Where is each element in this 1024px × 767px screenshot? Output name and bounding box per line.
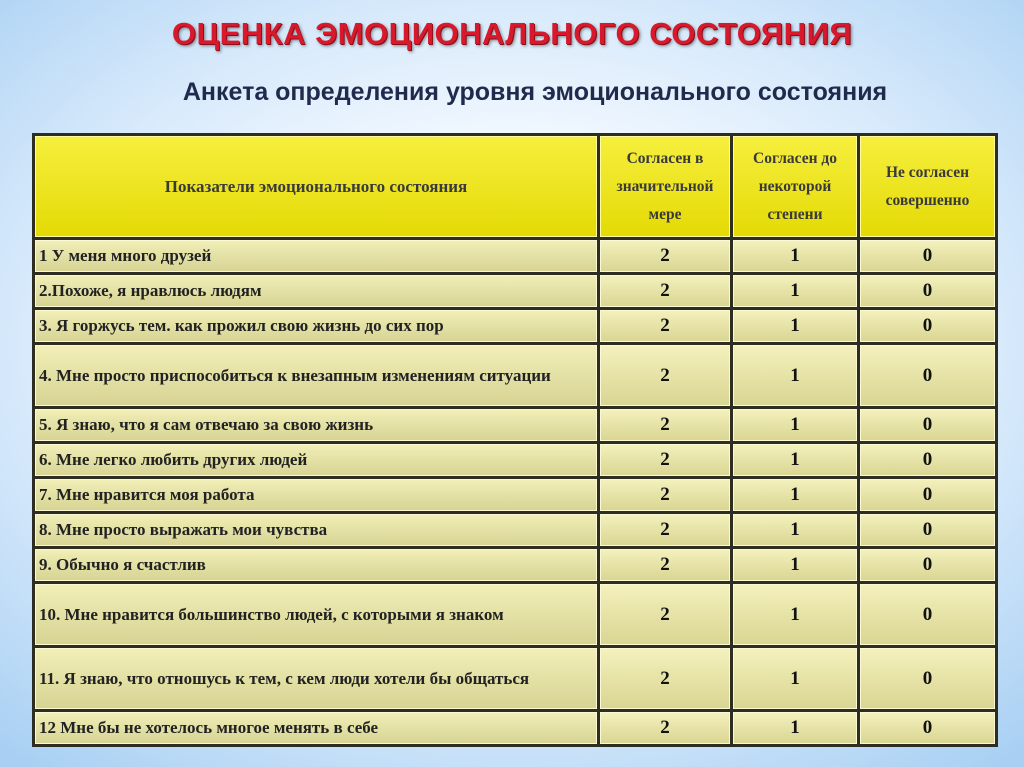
score-disagree: 0: [860, 240, 995, 272]
score-agree-much: 2: [600, 479, 730, 511]
score-agree-some: 1: [733, 648, 857, 709]
question-text: 6. Мне легко любить других людей: [35, 444, 597, 476]
table-row: [35, 240, 995, 272]
score-agree-some: 1: [733, 549, 857, 581]
question-text: 1 У меня много друзей: [35, 240, 597, 272]
score-agree-some: 1: [733, 514, 857, 546]
score-agree-some: 1: [733, 240, 857, 272]
table-row: [35, 712, 995, 744]
table-row: [35, 275, 995, 307]
score-agree-some: 1: [733, 310, 857, 342]
score-disagree: 0: [860, 514, 995, 546]
score-agree-much: 2: [600, 240, 730, 272]
survey-table: [32, 133, 998, 747]
header-agree-some: Согласен до некоторой степени: [733, 136, 857, 237]
score-agree-much: 2: [600, 345, 730, 406]
page-subtitle: Анкета определения уровня эмоционального состояния: [182, 78, 888, 106]
question-text: 2.Похоже, я нравлюсь людям: [35, 275, 597, 307]
question-text: 3. Я горжусь тем. как прожил свою жизнь до сих пор: [35, 310, 597, 342]
question-text: 7. Мне нравится моя работа: [35, 479, 597, 511]
table-row: [35, 584, 995, 645]
score-disagree: 0: [860, 345, 995, 406]
table-row: [35, 310, 995, 342]
table-row: [35, 549, 995, 581]
score-disagree: 0: [860, 444, 995, 476]
score-disagree: 0: [860, 275, 995, 307]
table-row: [35, 514, 995, 546]
score-disagree: 0: [860, 584, 995, 645]
score-disagree: 0: [860, 310, 995, 342]
table-row: [35, 409, 995, 441]
header-indicators: Показатели эмоционального состояния: [35, 136, 597, 237]
table-row: [35, 479, 995, 511]
table-row: [35, 444, 995, 476]
score-disagree: 0: [860, 549, 995, 581]
score-agree-much: 2: [600, 549, 730, 581]
question-text: 4. Мне просто приспособиться к внезапным изменениям ситуации: [35, 345, 597, 406]
score-agree-some: 1: [733, 479, 857, 511]
score-agree-much: 2: [600, 275, 730, 307]
header-agree-much: Согласен в значительной мере: [600, 136, 730, 237]
score-agree-much: 2: [600, 444, 730, 476]
score-agree-much: 2: [600, 409, 730, 441]
question-text: 5. Я знаю, что я сам отвечаю за свою жизнь: [35, 409, 597, 441]
score-agree-some: 1: [733, 409, 857, 441]
question-text: 10. Мне нравится большинство людей, с которыми я знаком: [35, 584, 597, 645]
score-agree-some: 1: [733, 584, 857, 645]
page-title: ОЦЕНКА ЭМОЦИОНАЛЬНОГО СОСТОЯНИЯ: [171, 16, 853, 51]
score-agree-some: 1: [733, 444, 857, 476]
score-disagree: 0: [860, 648, 995, 709]
table-row: [35, 345, 995, 406]
score-agree-some: 1: [733, 712, 857, 744]
score-disagree: 0: [860, 479, 995, 511]
question-text: 11. Я знаю, что отношусь к тем, с кем люди хотели бы общаться: [35, 648, 597, 709]
question-text: 9. Обычно я счастлив: [35, 549, 597, 581]
score-agree-much: 2: [600, 514, 730, 546]
question-text: 12 Мне бы не хотелось многое менять в себе: [35, 712, 597, 744]
score-agree-some: 1: [733, 275, 857, 307]
score-disagree: 0: [860, 712, 995, 744]
score-agree-much: 2: [600, 648, 730, 709]
score-agree-much: 2: [600, 712, 730, 744]
table-row: [35, 648, 995, 709]
score-agree-much: 2: [600, 584, 730, 645]
table-header-row: [35, 136, 995, 237]
score-disagree: 0: [860, 409, 995, 441]
question-text: 8. Мне просто выражать мои чувства: [35, 514, 597, 546]
score-agree-much: 2: [600, 310, 730, 342]
score-agree-some: 1: [733, 345, 857, 406]
header-disagree: Не согласен совершенно: [860, 136, 995, 237]
